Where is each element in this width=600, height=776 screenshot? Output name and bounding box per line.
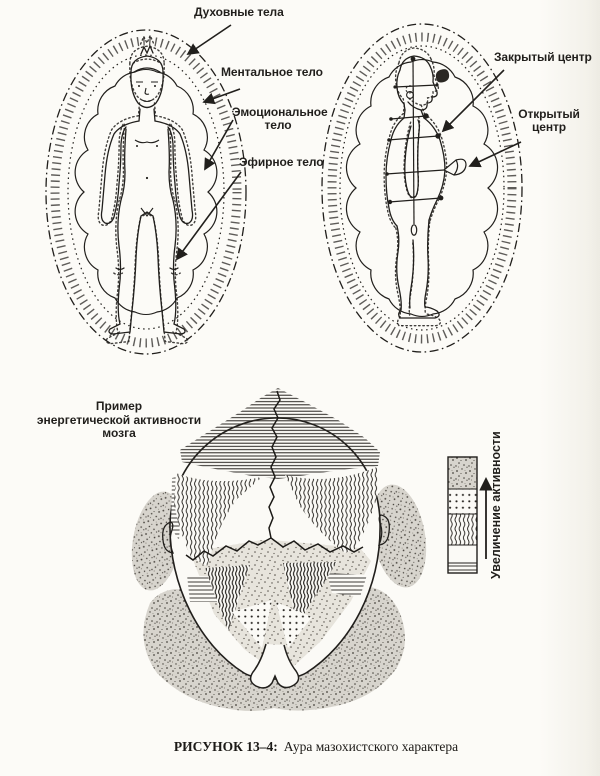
arrow-open-center [470, 142, 521, 166]
legend-seg-speckle [448, 457, 477, 489]
legend-seg-dots [448, 489, 477, 514]
label-brain-activity [36, 400, 202, 441]
emotional-body-outline [75, 70, 217, 315]
mental-body-ring [68, 55, 224, 329]
legend-axis-label: Увеличение активности [489, 431, 503, 579]
closed-center-dot [423, 113, 428, 118]
body-figure-front [101, 46, 192, 334]
body-front-details [135, 82, 159, 216]
top-hatch-region [180, 388, 380, 479]
label-closed-center: Закрытый центр [494, 50, 592, 64]
tick-ring [332, 37, 512, 339]
label-open-center [514, 108, 584, 134]
label-mental-body: Ментальное тело [221, 65, 323, 79]
etheric-dotted-outline [384, 48, 447, 326]
label-brain-line2: энергетической активности [36, 412, 202, 427]
arrow-emotional [205, 120, 233, 169]
label-emotional-line2: тело [264, 118, 292, 132]
tick-ring [55, 41, 237, 343]
chakra-axis [413, 58, 414, 224]
arrow-spiritual [188, 25, 231, 54]
label-open-line2: центр [531, 120, 566, 134]
spiritual-bodies-ring [46, 30, 246, 354]
figure-caption-ref: РИСУНОК 13–4: [173, 739, 278, 754]
label-brain-line1: Пример [95, 399, 143, 413]
legend-seg-wavy [448, 514, 477, 545]
crown-center-dot [411, 57, 416, 62]
label-emotional-line1: Эмоциональное [232, 105, 328, 119]
figure-aura-front [46, 30, 246, 354]
label-spiritual-bodies: Духовные тела [194, 5, 284, 19]
label-etheric-body: Эфирное тело [239, 155, 324, 169]
legend-seg-blank [448, 545, 477, 563]
figure-caption [100, 739, 532, 755]
label-emotional-body [232, 105, 328, 132]
closed-center-dot [435, 133, 440, 138]
figure-caption-title: Аура мазохистского характера [283, 739, 459, 754]
legend-seg-horiz [448, 563, 477, 573]
label-open-line1: Открытый [518, 107, 580, 121]
figure-aura-profile [322, 24, 522, 352]
activity-legend [448, 457, 486, 573]
mental-body-ring [340, 46, 504, 330]
body-figure-profile [386, 56, 445, 318]
label-brain-line3: мозга [102, 426, 136, 440]
spiritual-bodies-ring [322, 24, 522, 352]
plumb-bob [411, 225, 416, 235]
head-dark-mark [436, 69, 449, 82]
